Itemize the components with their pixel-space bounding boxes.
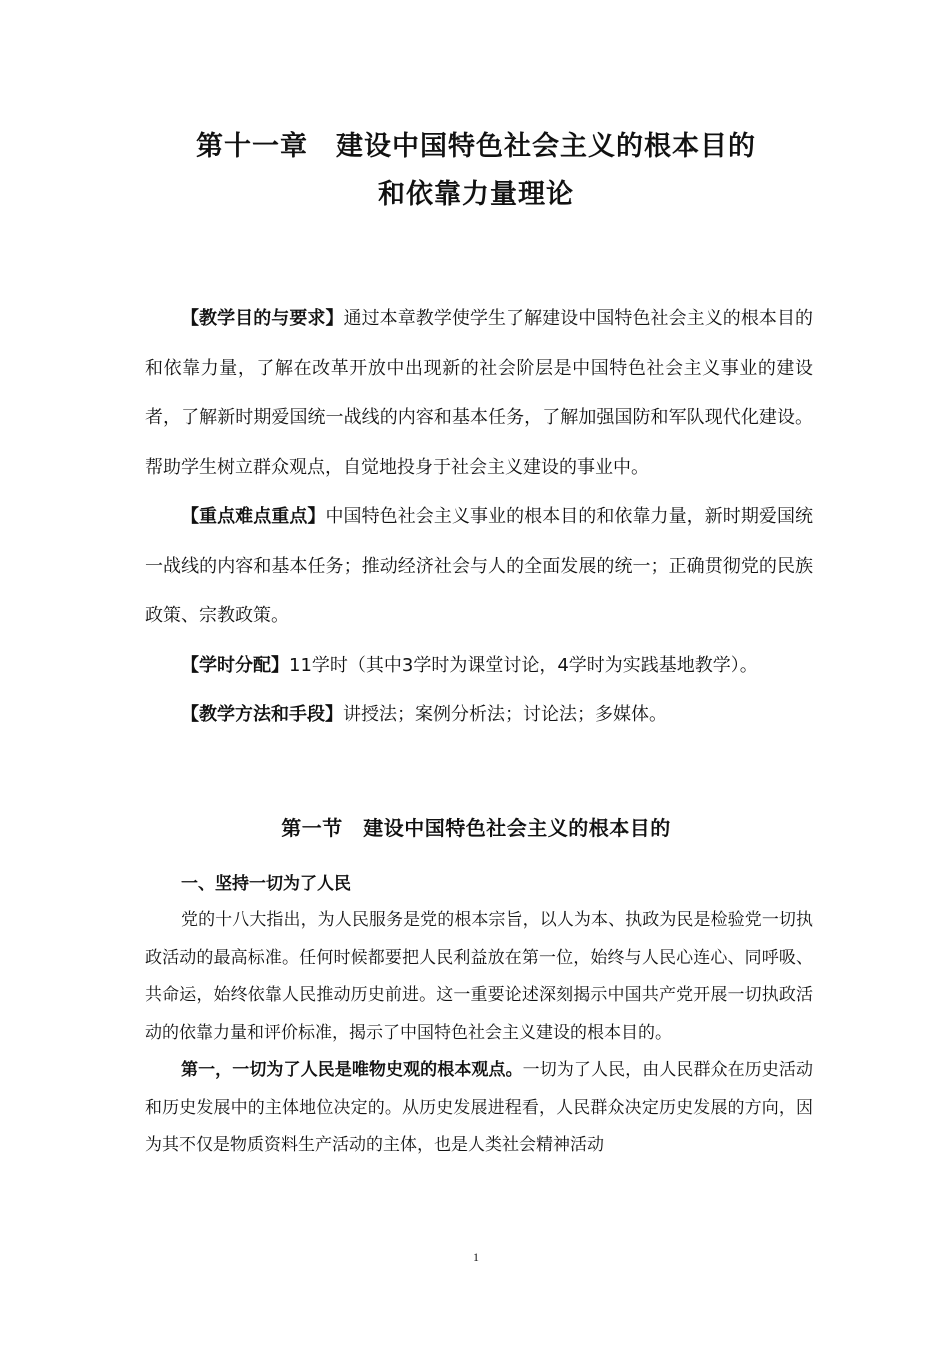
hours-label: 【学时分配】 — [181, 654, 289, 676]
methods-label: 【教学方法和手段】 — [181, 704, 343, 725]
teaching-goals-paragraph — [145, 294, 813, 492]
body-paragraph-2-bold: 第一，一切为了人民是唯物史观的根本观点。 — [181, 1060, 523, 1080]
methods-paragraph — [145, 690, 813, 740]
key-points-paragraph — [145, 492, 813, 641]
page-number: 1 — [473, 1250, 479, 1264]
methods-text: 讲授法；案例分析法；讨论法；多媒体。 — [343, 704, 667, 725]
key-points-label: 【重点难点重点】 — [181, 506, 326, 527]
body-paragraph-1: 党的十八大指出，为人民服务是党的根本宗旨，以人为本、执政为民是检验党一切执政活动的最高标准。任何时候都要把人民利益放在第一位，始终与人民心连心、同呼吸、共命运，始终依靠人民推动历史前进。这一重要论述深刻揭示中国共产党开展一切执政活动的依靠力量和评价标准，揭示了中国特色社会主义建设的根本目的。 — [145, 910, 813, 1043]
section-title: 第一节 建设中国特色社会主义的根本目的 — [281, 816, 671, 840]
chapter-title-line2: 和依靠力量理论 — [378, 179, 574, 210]
hours-paragraph — [145, 641, 813, 691]
chapter-title-line1: 第十一章 建设中国特色社会主义的根本目的 — [196, 131, 756, 162]
key-points-text: 中国特色社会主义事业的根本目的和依靠力量，新时期爱国统一战线的内容和基本任务；推动经济社会与人的全面发展的统一；正确贯彻党的民族政策、宗教政策。 — [145, 506, 814, 626]
teaching-goals-label: 【教学目的与要求】 — [181, 308, 344, 329]
intro-block — [145, 294, 813, 740]
sub-heading: 一、坚持一切为了人民 — [181, 874, 351, 894]
teaching-goals-text: 通过本章教学使学生了解建设中国特色社会主义的根本目的和依靠力量，了解在改革开放中出现新的社会阶层是中国特色社会主义事业的建设者，了解新时期爱国统一战线的内容和基本任务，了解加强国防和军队现代化建设。帮助学生树立群众观点，自觉地投身于社会主义建设的事业中。 — [145, 308, 813, 478]
hours-text: 11学时（其中3学时为课堂讨论，4学时为实践基地教学）。 — [289, 654, 758, 676]
body-paragraph-2 — [145, 1052, 813, 1165]
section-body — [145, 870, 813, 1165]
body-paragraph-2-text: 一切为了人民，由人民群众在历史活动和历史发展中的主体地位决定的。从历史发展进程看，人民群众决定历史发展的方向，因为其不仅是物质资料生产活动的主体，也是人类社会精神活动 — [145, 1060, 814, 1155]
